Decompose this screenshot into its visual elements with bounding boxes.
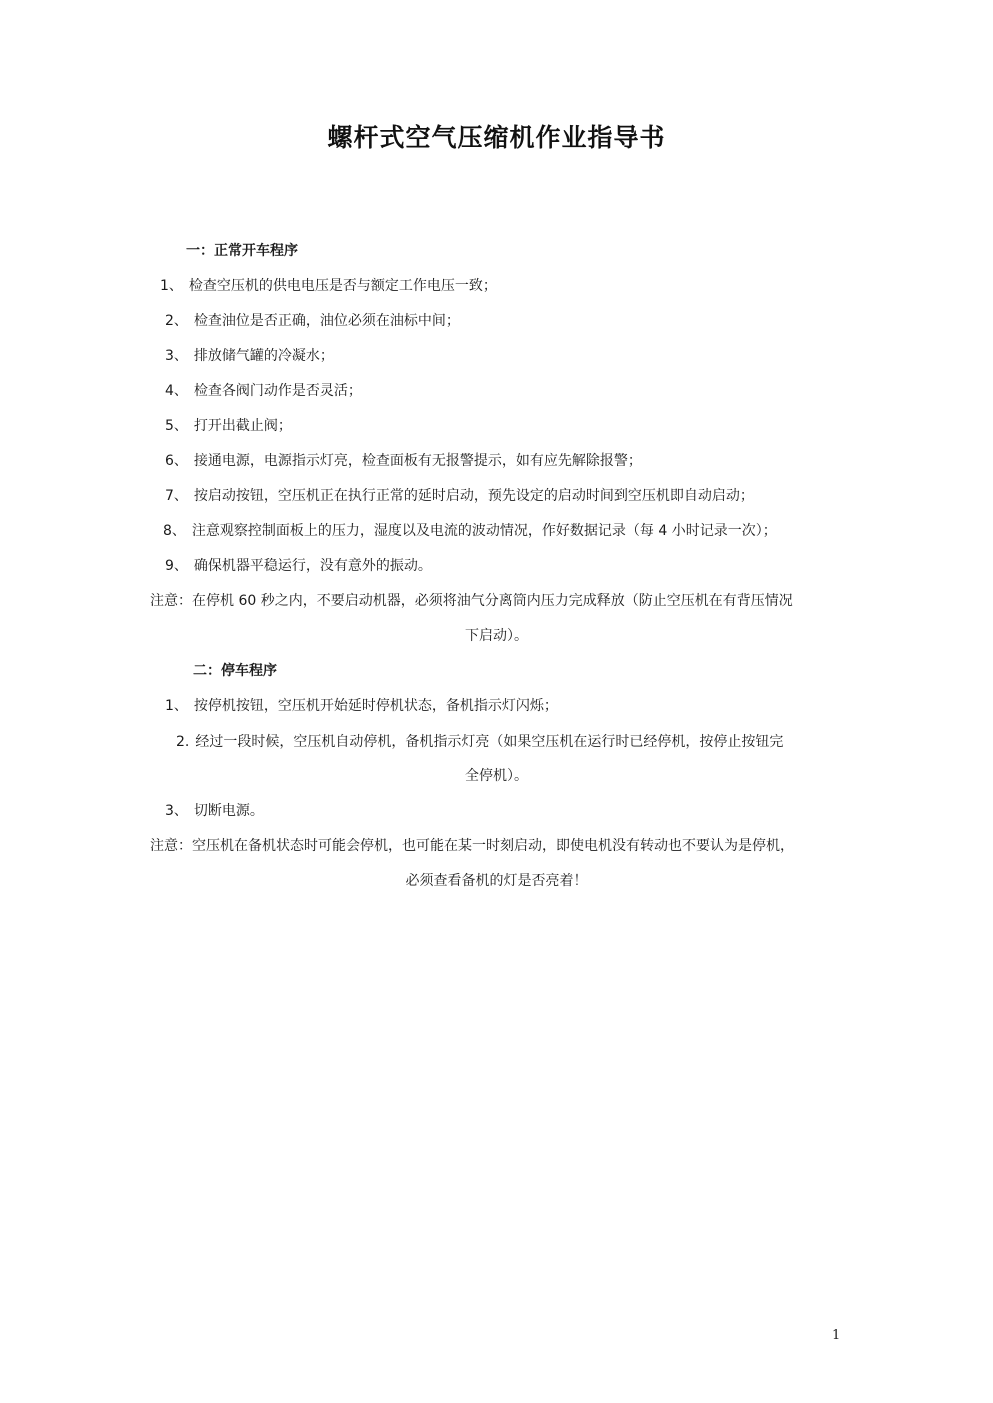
list-item bbox=[165, 415, 292, 437]
list-item-number: 3、 bbox=[165, 348, 188, 364]
note-paragraph-continuation: 下启动）。 bbox=[465, 628, 528, 644]
list-item-number: 2. bbox=[176, 734, 190, 750]
document-title: 螺杆式空气压缩机作业指导书 bbox=[327, 123, 666, 152]
section-heading-normal-start: 一：正常开车程序 bbox=[186, 243, 298, 259]
list-item-number: 8、 bbox=[163, 523, 186, 539]
list-item-text: 打开出截止阀； bbox=[193, 418, 292, 434]
list-item-text: 检查油位是否正确，油位必须在油标中间； bbox=[193, 313, 460, 329]
list-item-number: 6、 bbox=[165, 453, 188, 469]
list-item-number: 1、 bbox=[160, 278, 183, 294]
note-paragraph: 注意：在停机 60 秒之内，不要启动机器，必须将油气分离筒内压力完成释放（防止空压机在有背压情况 bbox=[150, 593, 793, 609]
list-item-text: 经过一段时候，空压机自动停机，备机指示灯亮（如果空压机在运行时已经停机，按停止按钮完 bbox=[195, 734, 784, 750]
list-item-text: 检查各阀门动作是否灵活； bbox=[193, 383, 362, 399]
list-item-text: 检查空压机的供电电压是否与额定工作电压一致； bbox=[188, 278, 497, 294]
list-item-text: 注意观察控制面板上的压力，湿度以及电流的波动情况，作好数据记录（每 4 小时记录一次）； bbox=[191, 523, 777, 539]
section-heading-shutdown: 二：停车程序 bbox=[193, 663, 277, 679]
list-item-continuation: 全停机）。 bbox=[465, 768, 528, 784]
list-item-text: 切断电源。 bbox=[193, 803, 264, 819]
list-item bbox=[163, 520, 777, 542]
page-number: 1 bbox=[832, 1328, 841, 1343]
list-item-text: 按停机按钮，空压机开始延时停机状态，备机指示灯闪烁； bbox=[193, 698, 558, 714]
list-item-number: 9、 bbox=[165, 558, 188, 574]
list-item-number: 3、 bbox=[165, 803, 188, 819]
note-paragraph-continuation: 必须查看备机的灯是否亮着！ bbox=[405, 873, 588, 889]
note-paragraph: 注意：空压机在备机状态时可能会停机，也可能在某一时刻启动，即使电机没有转动也不要认为是停机， bbox=[150, 838, 794, 854]
list-item bbox=[165, 800, 264, 822]
list-item-number: 4、 bbox=[165, 383, 188, 399]
list-item-text: 确保机器平稳运行，没有意外的振动。 bbox=[193, 558, 432, 574]
list-item-number: 7、 bbox=[165, 488, 188, 504]
list-item-number: 1、 bbox=[165, 698, 188, 714]
list-item bbox=[165, 380, 362, 402]
list-item-number: 2、 bbox=[165, 313, 188, 329]
list-item bbox=[165, 450, 642, 472]
list-item bbox=[165, 695, 558, 717]
list-item bbox=[165, 345, 334, 367]
list-item bbox=[165, 555, 432, 577]
list-item-number: 5、 bbox=[165, 418, 188, 434]
list-item bbox=[165, 485, 754, 507]
list-item-text: 按启动按钮，空压机正在执行正常的延时启动，预先设定的启动时间到空压机即自动启动； bbox=[193, 488, 754, 504]
list-item-text: 排放储气罐的冷凝水； bbox=[193, 348, 334, 364]
list-item bbox=[160, 275, 497, 297]
list-item bbox=[176, 731, 783, 753]
list-item bbox=[165, 310, 460, 332]
list-item-text: 接通电源，电源指示灯亮，检查面板有无报警提示，如有应先解除报警； bbox=[193, 453, 642, 469]
